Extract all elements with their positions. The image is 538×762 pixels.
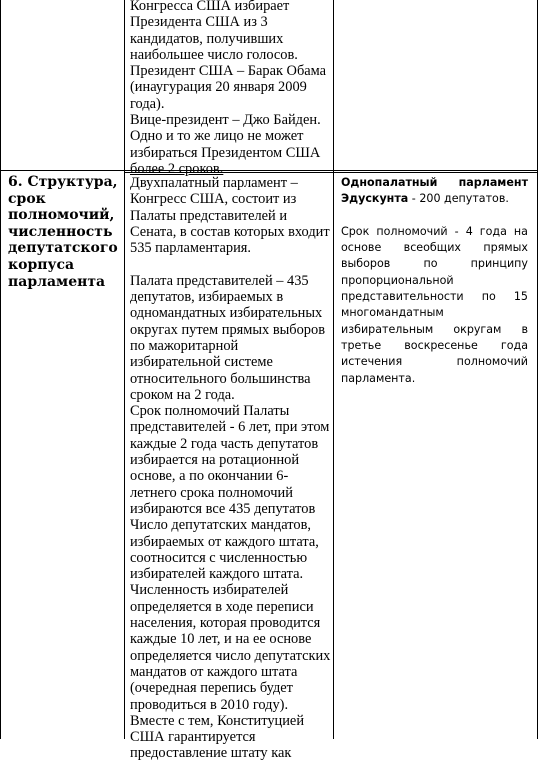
text-line: избирателей каждого штата. bbox=[130, 566, 304, 583]
text-line: Срок полномочий Палаты bbox=[130, 403, 290, 420]
text-line: каждые 2 года часть депутатов bbox=[130, 435, 319, 452]
text-line: Двухпалатный парламент – bbox=[130, 175, 298, 191]
text-line: истечения полномочий bbox=[341, 355, 528, 369]
text-line: Численность избирателей bbox=[130, 582, 289, 599]
text-line: соотносится с численностью bbox=[130, 549, 308, 566]
text-line: избирается на ротационной bbox=[130, 452, 300, 469]
text-line: избираемых от каждого штата, bbox=[130, 533, 319, 550]
text-line: Вице-президент – Джо Байден. bbox=[130, 112, 321, 129]
text-line: более 2 сроков. bbox=[130, 160, 224, 177]
text-line: Срок полномочий - 4 года на bbox=[341, 224, 528, 238]
paragraph-gap bbox=[341, 208, 528, 224]
row-divider-double-right bbox=[333, 172, 538, 173]
text-line: Одно и то же лицо не может bbox=[130, 128, 304, 145]
heading-line: численность bbox=[8, 223, 113, 240]
text-line: парламента. bbox=[341, 371, 416, 385]
text-line: Президент США – Барак Обама bbox=[130, 63, 327, 80]
column-divider-1 bbox=[124, 0, 125, 739]
text-line: третье воскресенье года bbox=[341, 338, 528, 352]
paragraph-gap bbox=[130, 256, 328, 272]
text-line: основе всеобщих прямых bbox=[341, 241, 528, 255]
text-line: по мажоритарной bbox=[130, 337, 239, 354]
table-border-left bbox=[0, 0, 1, 739]
text-line: округах путем прямых выборов bbox=[130, 321, 325, 338]
text-line: пропорциональной bbox=[341, 273, 454, 287]
heading-line: 6. Структура, bbox=[8, 174, 118, 190]
heading-line: корпуса bbox=[8, 256, 75, 273]
text-line: (инаугурация 20 января 2009 bbox=[130, 79, 307, 96]
text-line: наибольшее число голосов. bbox=[130, 46, 298, 63]
text-line: выборов по принципу bbox=[341, 257, 528, 271]
parliament-name: Эдускунта bbox=[341, 192, 409, 206]
text-line: США гарантируется bbox=[130, 729, 256, 746]
text-line: депутатов, избираемых в bbox=[130, 289, 284, 306]
text-line: летнего срока полномочий bbox=[130, 484, 293, 501]
text-line: года). bbox=[130, 95, 165, 112]
deputies-count: - 200 депутатов. bbox=[408, 192, 509, 206]
text-line: избирательным округам в bbox=[341, 322, 528, 336]
text-line: мандатов от каждого штата bbox=[130, 663, 298, 680]
prev-row-usa-cell bbox=[130, 0, 328, 177]
text-line: относительного большинства bbox=[130, 370, 311, 387]
text-line: каждые 10 лет, и на ее основе bbox=[130, 631, 312, 648]
text-line: избираться Президентом США bbox=[130, 144, 321, 161]
row-heading-structure bbox=[8, 174, 118, 290]
text-line: Конгресс США, состоит из bbox=[130, 191, 297, 208]
text-line: Конгресса США избирает bbox=[130, 0, 290, 14]
other-parliament-cell bbox=[341, 175, 528, 387]
text-line: многомандатным bbox=[341, 306, 444, 320]
text-line: Вместе с тем, Конституцией bbox=[130, 712, 305, 729]
text-line: избираются все 435 депутатов bbox=[130, 500, 316, 517]
text-line: представительности по 15 bbox=[341, 290, 528, 304]
text-line: Число депутатских мандатов, bbox=[130, 517, 311, 534]
heading-line: депутатского bbox=[8, 240, 118, 257]
text-line: одномандатных избирательных bbox=[130, 305, 323, 322]
usa-parliament-cell bbox=[130, 175, 331, 762]
text-line: кандидатов, получивших bbox=[130, 30, 284, 47]
text-line: избирательной системе bbox=[130, 354, 273, 371]
text-line: проводиться в 2010 году). bbox=[130, 696, 289, 713]
text-line: (очередная перепись будет bbox=[130, 680, 293, 697]
text-line: предоставление штату как bbox=[130, 745, 292, 762]
text-line: Палаты представителей и bbox=[130, 207, 288, 224]
heading-line: полномочий, bbox=[8, 207, 115, 224]
text-line: представителей - 6 лет, при этом bbox=[130, 419, 330, 436]
column-divider-2 bbox=[333, 0, 334, 739]
text-line: основе, а по окончании 6- bbox=[130, 468, 289, 485]
text-line bbox=[341, 191, 528, 207]
text-line: Палата представителей – 435 bbox=[130, 272, 309, 289]
text-line: Президента США из 3 bbox=[130, 14, 268, 31]
text-line: населения, которая проводится bbox=[130, 615, 321, 632]
heading-line: срок bbox=[8, 190, 46, 207]
text-line: Сената, в состав которых входит bbox=[130, 223, 330, 240]
text-line: определяется число депутатских bbox=[130, 647, 331, 664]
text-line: определяется в ходе переписи bbox=[130, 598, 314, 615]
text-line: сроком на 2 года. bbox=[130, 386, 235, 403]
text-line: Однопалатный парламент bbox=[341, 176, 528, 189]
text-line: 535 парламентария. bbox=[130, 240, 252, 257]
heading-line: парламента bbox=[8, 273, 106, 290]
